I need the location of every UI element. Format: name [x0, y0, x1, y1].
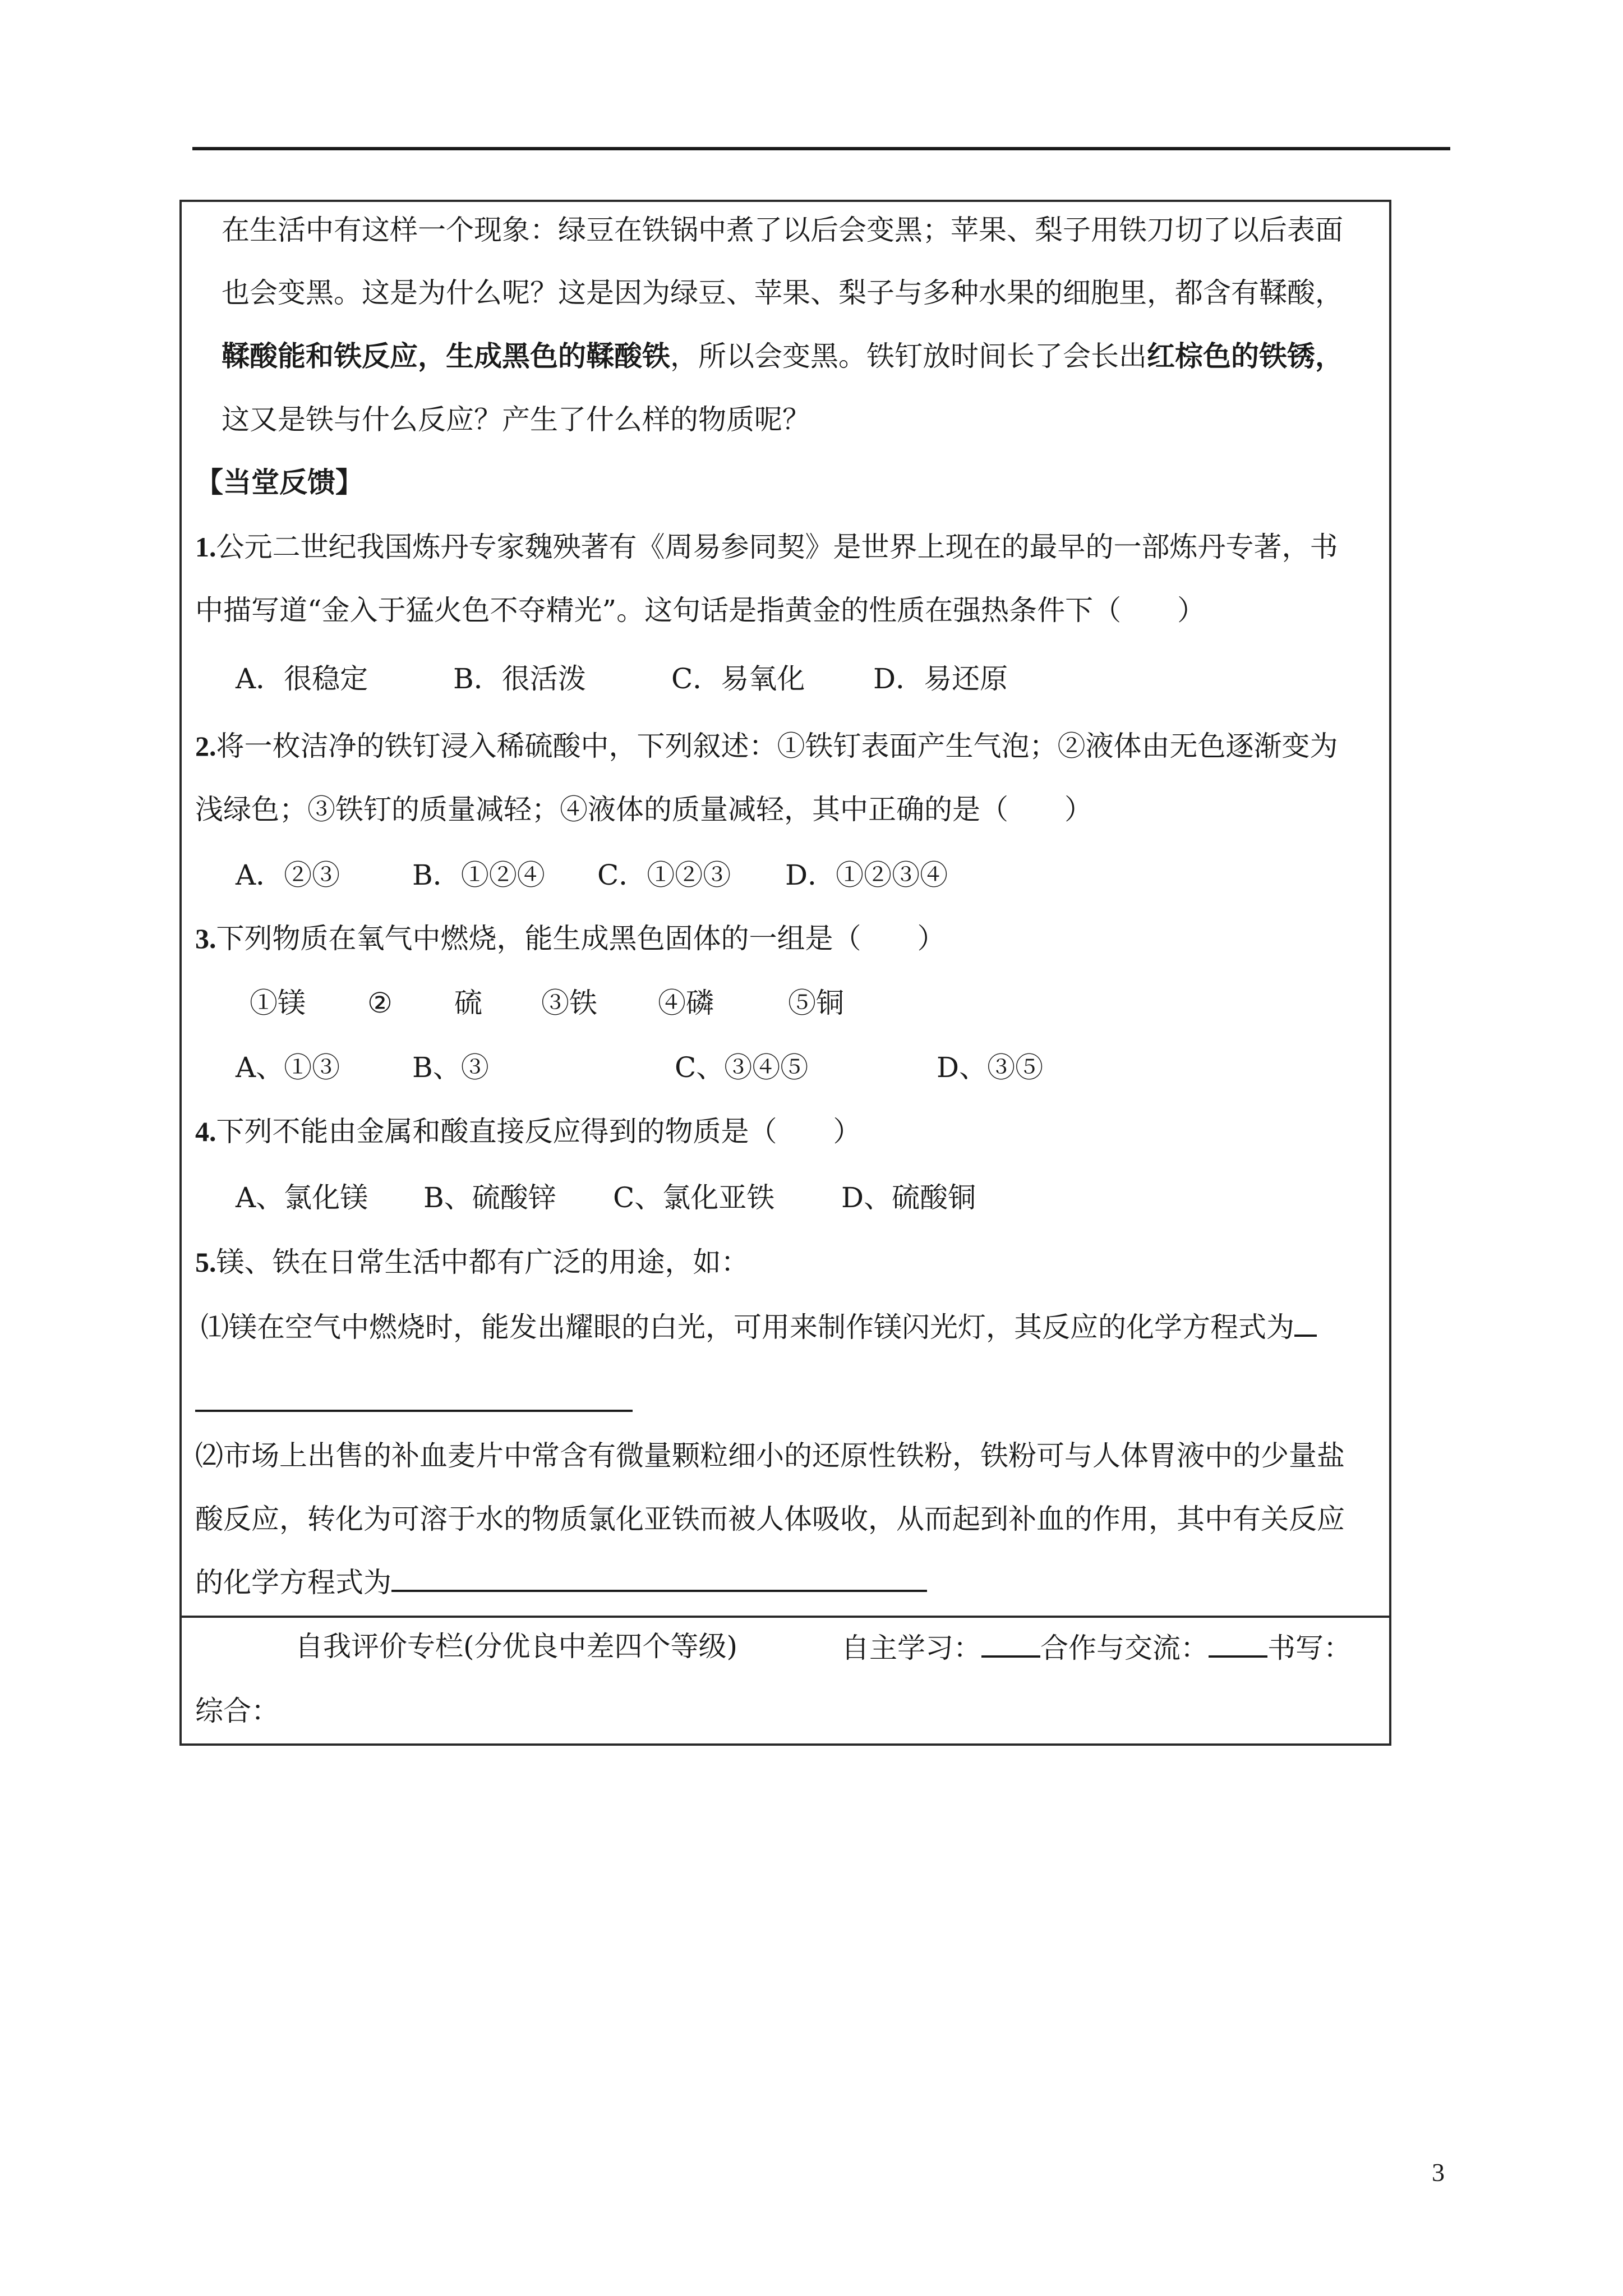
intro-line-3 [222, 339, 1343, 373]
q4-number: 4. [195, 1116, 216, 1147]
q3-item-2: ② [367, 987, 393, 1019]
q4-option-c: C、氯化亚铁 [613, 1181, 775, 1214]
q2-option-d: D．①②③④ [785, 859, 948, 891]
q4-option-b: B、硫酸锌 [423, 1181, 556, 1214]
eval-self-study [841, 1630, 1352, 1665]
q1-text-1: 公元二世纪我国炼丹专家魏殃著有《周易参同契》是世界上现在的最早的一部炼丹专著，书 [216, 531, 1338, 563]
q2-line-2: 浅绿色；③铁钉的质量减轻；④液体的质量减轻，其中正确的是（ ） [195, 793, 1092, 826]
eval-title: 自我评价专栏(分优良中差四个等级) [295, 1630, 738, 1663]
intro-line-4: 这又是铁与什么反应？产生了什么样的物质呢？ [222, 403, 810, 436]
eval-self-study-label: 自主学习： [841, 1632, 981, 1664]
q5-part-2-answer-blank[interactable] [391, 1564, 927, 1592]
q1-number: 1. [195, 531, 216, 563]
q2-number: 2. [195, 730, 216, 762]
q5-part-1-blank-start[interactable] [1294, 1309, 1317, 1337]
q3-number: 3. [195, 923, 216, 954]
q5-part-2-line-2: 酸反应，转化为可溶于水的物质氯化亚铁而被人体吸收，从而起到补血的作用，其中有关反应 [195, 1503, 1345, 1535]
q3-line-1 [195, 922, 946, 955]
q5-line-1 [195, 1245, 749, 1279]
q5-number: 5. [195, 1246, 216, 1278]
q4-text-1: 下列不能由金属和酸直接反应得到的物质是（ ） [216, 1115, 861, 1148]
eval-self-study-blank[interactable] [981, 1630, 1040, 1658]
q3-item-3: ③铁 [541, 987, 597, 1019]
q3-option-a: A、①③ [236, 1051, 340, 1084]
q3-item-1: ①镁 [250, 987, 306, 1019]
q5-part-2-line-1: ⑵市场上出售的补血麦片中常含有微量颗粒细小的还原性铁粉，铁粉可与人体胃液中的少量盐 [195, 1439, 1345, 1472]
intro-bold-phrase: 鞣酸能和铁反应，生成黑色的鞣酸铁 [222, 339, 670, 372]
q3-item-4: ④磷 [658, 987, 714, 1019]
q3-option-d: D、③⑤ [937, 1051, 1044, 1084]
q4-option-a: A、氯化镁 [236, 1181, 368, 1214]
intro-line-2: 也会变黑。这是为什么呢？这是因为绿豆、苹果、梨子与多种水果的细胞里，都含有鞣酸， [222, 277, 1343, 309]
section-title: 【当堂反馈】 [195, 466, 363, 499]
q3-option-c: C、③④⑤ [675, 1051, 809, 1084]
q5-part-2-text-3: 的化学方程式为 [195, 1566, 391, 1599]
q4-line-1 [195, 1115, 861, 1148]
eval-cooperation-label: 合作与交流： [1040, 1632, 1209, 1664]
intro-line-1: 在生活中有这样一个现象：绿豆在铁锅中煮了以后会变黑；苹果、梨子用铁刀切了以后表面 [222, 214, 1343, 246]
intro-mid-text: ，所以会变黑。铁钉放时间长了会长出 [670, 340, 1147, 372]
q1-line-1 [195, 530, 1338, 564]
q2-line-1 [195, 729, 1338, 763]
q4-option-d: D、硫酸铜 [841, 1181, 976, 1214]
intro-bold-rust: 红棕色的铁锈 [1147, 339, 1315, 372]
q5-part-1 [201, 1309, 1317, 1344]
q5-part-1-text: ⑴镁在空气中燃烧时，能发出耀眼的白光，可用来制作镁闪光灯，其反应的化学方程式为 [201, 1311, 1294, 1343]
q1-option-a: A．很稳定 [236, 662, 368, 695]
q1-option-b: B．很活泼 [453, 662, 586, 695]
intro-line-3-end: ， [1315, 339, 1343, 372]
q1-option-d: D．易还原 [873, 662, 1008, 695]
q2-option-c: C．①②③ [597, 859, 731, 891]
eval-overall: 综合： [195, 1695, 279, 1727]
q5-part-2-line-3 [195, 1564, 927, 1599]
q2-option-a: A．②③ [236, 859, 340, 891]
page-number: 3 [1432, 2158, 1445, 2187]
q1-option-c: C．易氧化 [671, 662, 805, 695]
header-rule [192, 147, 1450, 150]
q5-part-1-answer-line[interactable] [195, 1410, 633, 1412]
q2-option-b: B．①②④ [412, 859, 545, 891]
q2-text-1: 将一枚洁净的铁钉浸入稀硫酸中，下列叙述：①铁钉表面产生气泡；②液体由无色逐渐变为 [216, 730, 1338, 762]
q3-text-1: 下列物质在氧气中燃烧，能生成黑色固体的一组是（ ） [216, 922, 946, 955]
eval-writing-label: 书写： [1267, 1632, 1352, 1664]
q3-item-5: ⑤铜 [788, 987, 844, 1019]
eval-cooperation-blank[interactable] [1209, 1630, 1267, 1658]
eval-divider [179, 1616, 1391, 1618]
q3-item-2-name: 硫 [454, 987, 482, 1019]
q1-line-2: 中描写道“金入于猛火色不夺精光”。这句话是指黄金的性质在强热条件下（ ） [195, 594, 1206, 627]
q3-option-b: B、③ [412, 1051, 489, 1084]
q5-text-1: 镁、铁在日常生活中都有广泛的用途，如： [216, 1246, 749, 1278]
